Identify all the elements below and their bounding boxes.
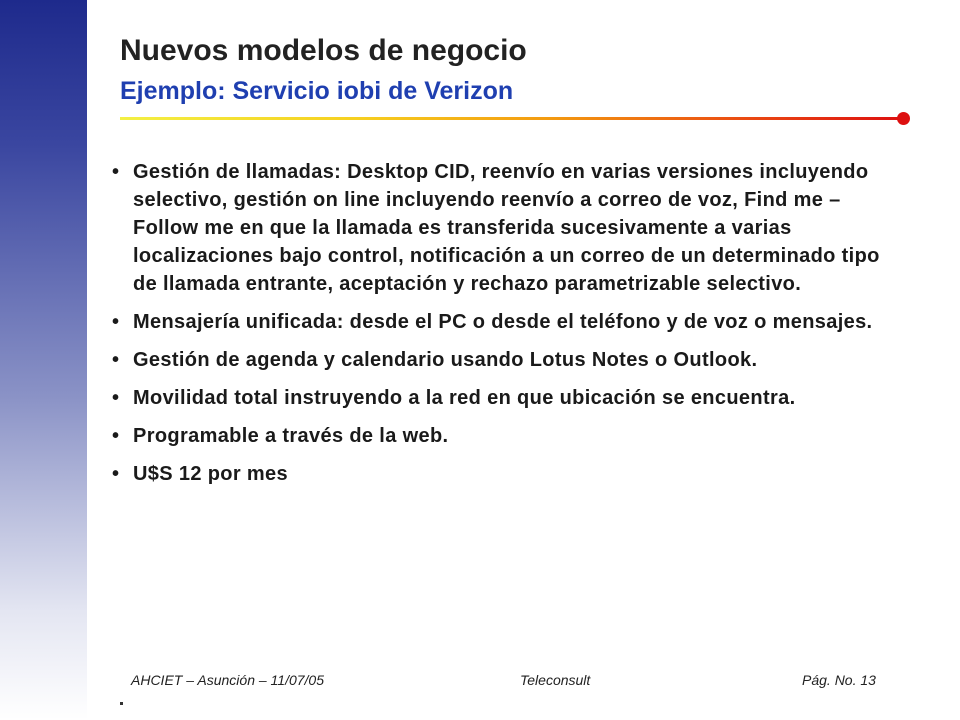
- footer-dot: [120, 702, 123, 705]
- bullet-text: Programable a través de la web.: [133, 425, 449, 447]
- slide-title: Nuevos modelos de negocio: [120, 34, 527, 67]
- slide-subtitle: Ejemplo: Servicio iobi de Verizon: [120, 77, 514, 105]
- bullet-text: U$S 12 por mes: [133, 463, 288, 485]
- bullet-text: Gestión de llamadas: Desktop CID, reenvío en varias versiones incluyendo selectivo, gestión on line incluyendo reenvío a correo de voz, Find me – Follow me en que la llamada es transferida sucesivamente a varias localizaciones bajo control, notificación a un correo de un determinado tipo de llamada entrante, aceptación y rechazo parametrizable selectivo.: [133, 161, 880, 295]
- bullet-text: Mensajería unificada: desde el PC o desde el teléfono y de voz o mensajes.: [133, 311, 873, 333]
- bullet-text: Gestión de agenda y calendario usando Lotus Notes o Outlook.: [133, 349, 758, 371]
- bullet-list: [112, 158, 902, 498]
- footer-event-info: AHCIET – Asunción – 11/07/05: [131, 672, 324, 688]
- bullet-icon: •: [112, 463, 120, 485]
- title-divider-line: [120, 117, 902, 120]
- bullet-item: [112, 158, 902, 298]
- footer-company: Teleconsult: [520, 672, 591, 688]
- bullet-item: [112, 384, 902, 412]
- bullet-item: [112, 346, 902, 374]
- footer-page-number: Pág. No. 13: [802, 672, 876, 688]
- sidebar-gradient-band: [0, 0, 87, 720]
- bullet-text: Movilidad total instruyendo a la red en que ubicación se encuentra.: [133, 387, 796, 409]
- bullet-item: [112, 422, 902, 450]
- bullet-icon: •: [112, 161, 120, 183]
- bullet-icon: •: [112, 425, 120, 447]
- bullet-item: [112, 308, 902, 336]
- bullet-icon: •: [112, 387, 120, 409]
- bullet-icon: •: [112, 349, 120, 371]
- bullet-icon: •: [112, 311, 120, 333]
- bullet-item: [112, 460, 902, 488]
- divider-end-dot: [897, 112, 910, 125]
